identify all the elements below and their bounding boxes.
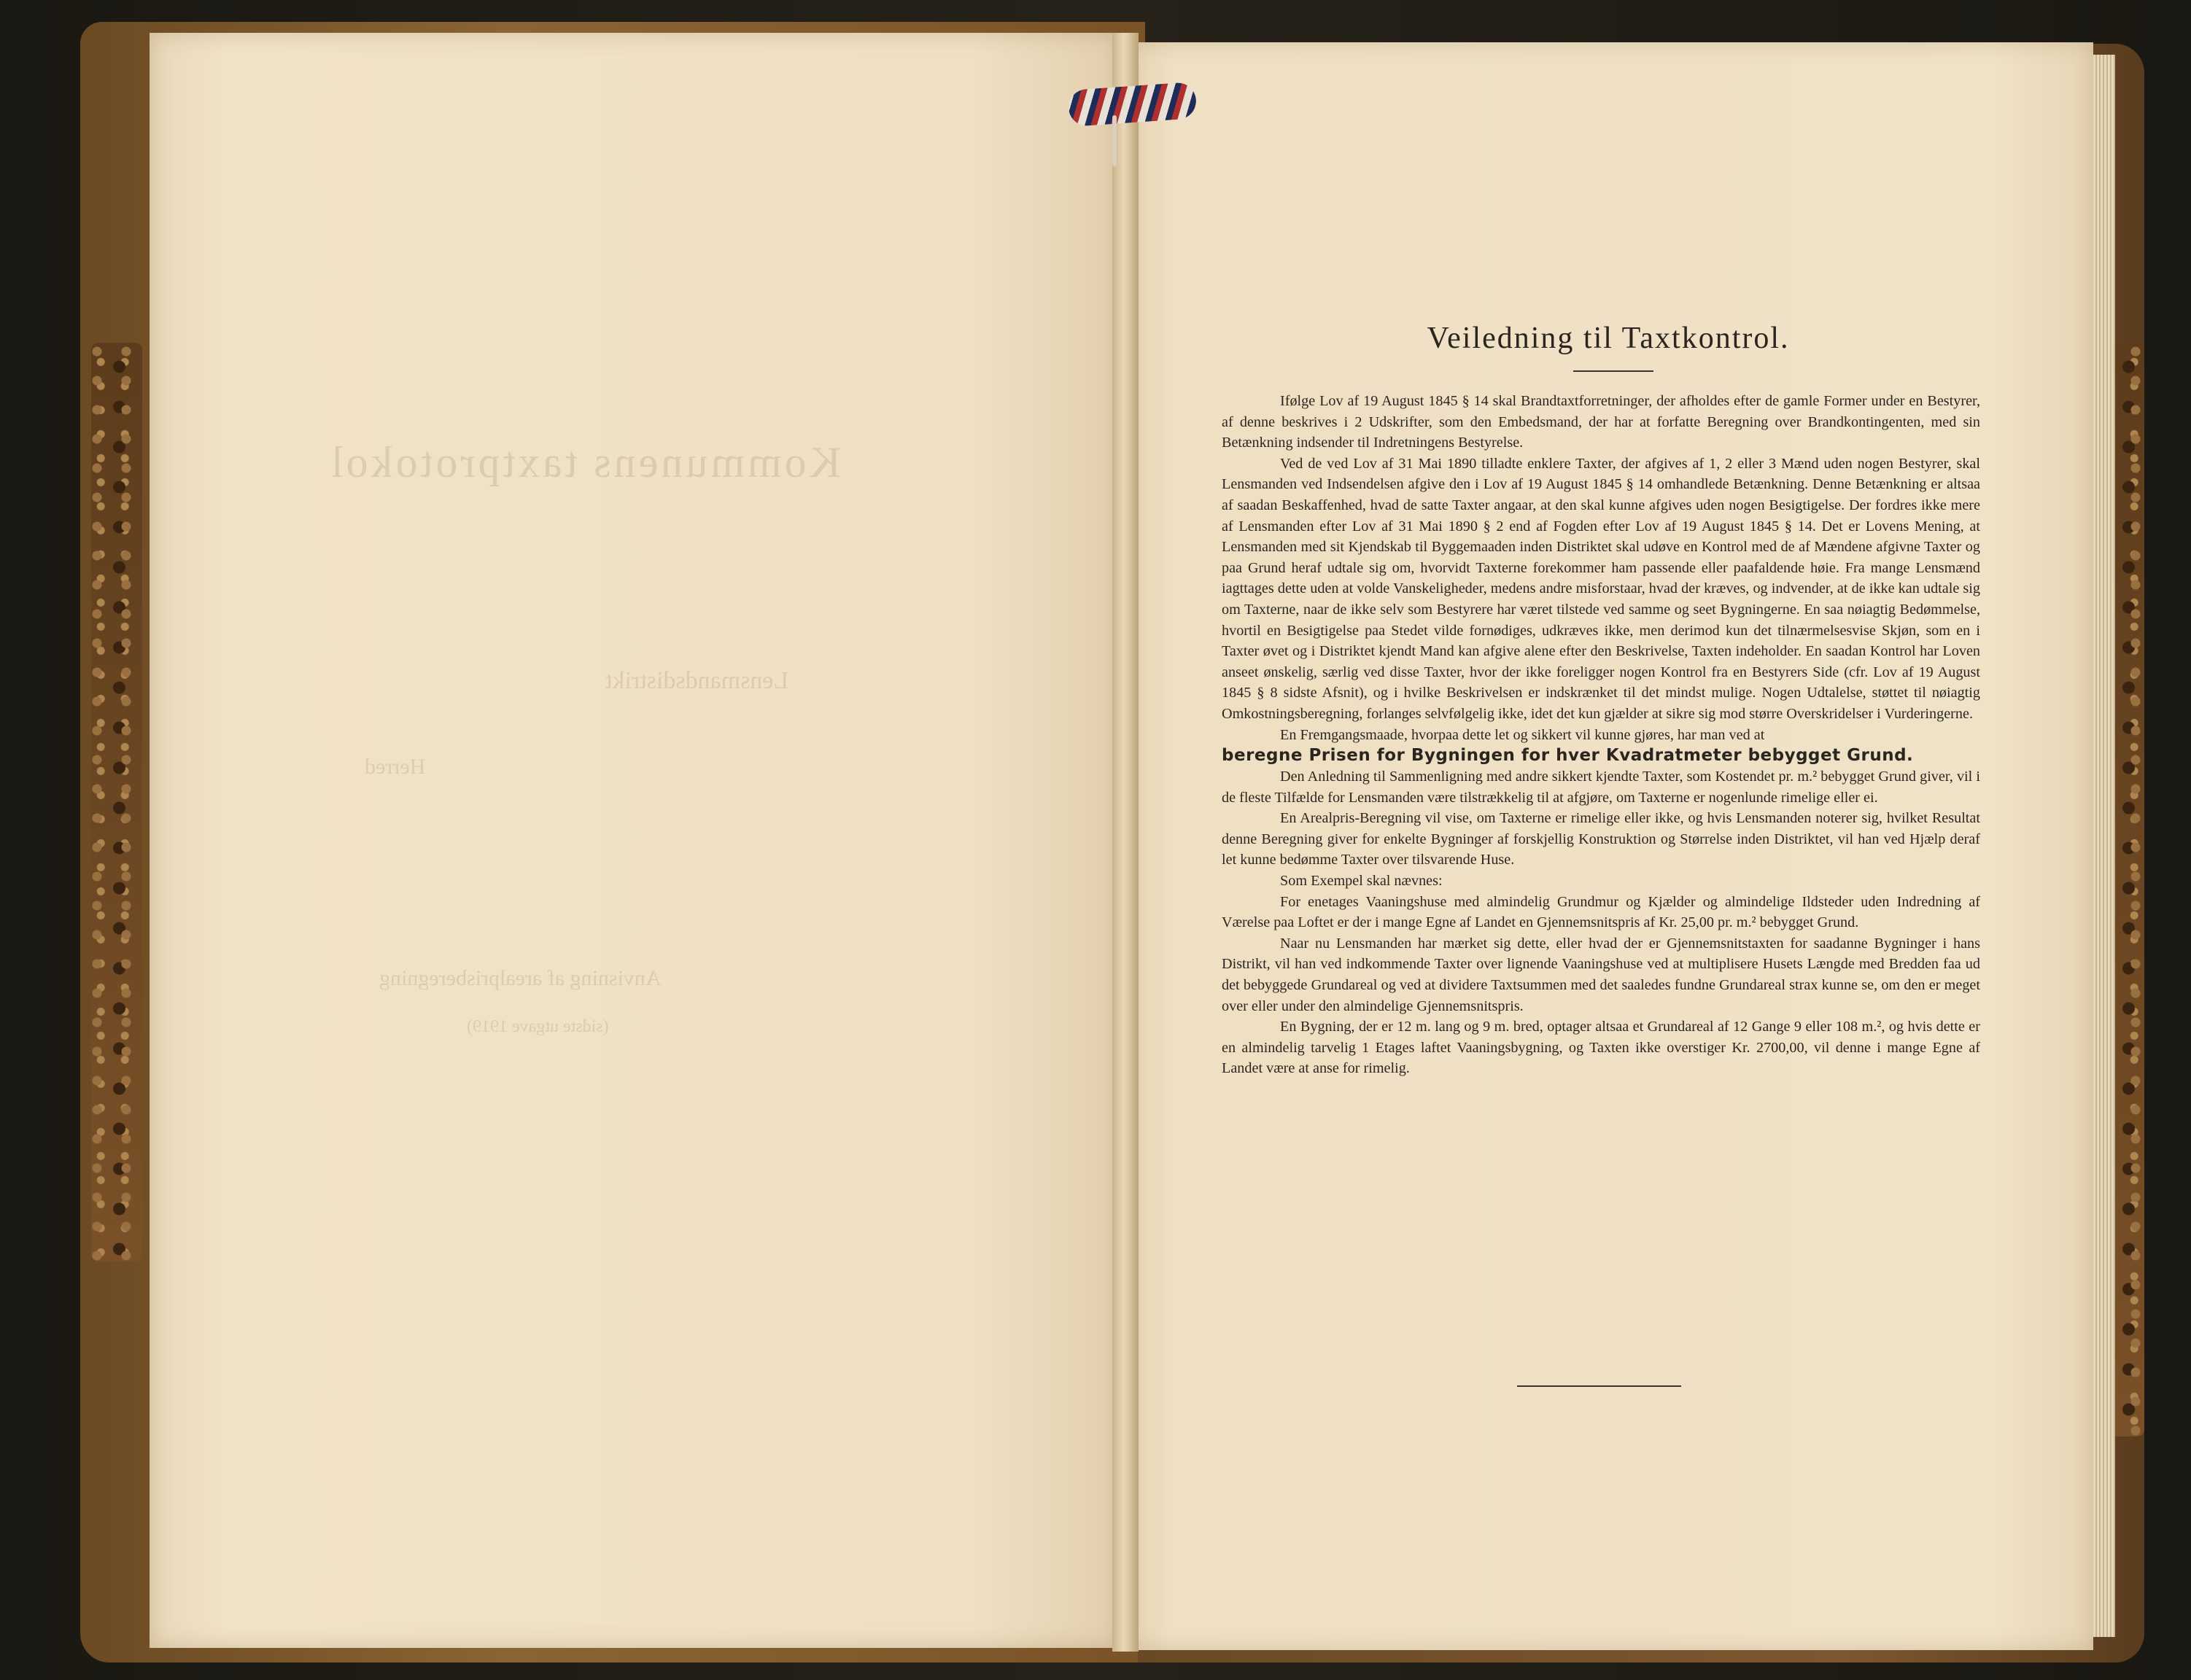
left-page	[150, 33, 1120, 1648]
bleed-through-text: Herred	[365, 755, 426, 779]
paragraph: Den Anledning til Sammenligning med andre sikkert kjendte Taxter, som Kostendet pr. m.² bebygget Grund giver, vil i de fleste Tilfælde for Lensmanden være tilstrækkelig til at afgjøre, om Taxterne er nogenlunde rimelige eller ei.	[1222, 769, 1980, 806]
paragraph: En Arealpris-Beregning vil vise, om Taxterne er rimelige eller ikke, og hvis Lensmanden noterer sig, hvilket Resultat denne Beregning giver for enkelte Bygninger af forskjellig Konstruktion og Størrelse inden Distriktet, vil han ved Hjælp deraf let kunne bedømme Taxter over tilsvarende Huse.	[1222, 810, 1980, 868]
paragraph: En Fremgangsmaade, hvorpaa dette let og sikkert vil kunne gjøres, har man ved at	[1280, 726, 1765, 743]
closing-divider	[1517, 1385, 1681, 1387]
title-divider	[1573, 370, 1653, 372]
binding-thread-icon	[1112, 115, 1117, 166]
emphasized-phrase: beregne Prisen for Bygningen for hver Kvadratmeter bebygget Grund.	[1222, 746, 1914, 766]
bleed-through-text: Kommunens taxtprotokol	[328, 438, 841, 486]
page-title: Veiledning til Taxtkontrol.	[1427, 322, 1790, 355]
paragraph: Ifølge Lov af 19 August 1845 § 14 skal Brandtaxtforretninger, der afholdes efter de gamle Former under en Bestyrer, af denne beskrives i 2 Udskrifter, som den Embedsmand, der har at forfatte Beregning over Brandkontingenten, med sin Betænkning indsender til Indretningens Bestyrelse.	[1222, 393, 1980, 451]
paragraph: For enetages Vaaningshuse med almindelig Grundmur og Kjælder og almindelige Ildsteder uden Indredning af Værelse paa Loftet er der i mange Egne af Landet en Gjennemsnitspris af Kr. 25,00 pr. m.² bebygget Grund.	[1222, 893, 1980, 931]
paragraph: Naar nu Lensmanden har mærket sig dette, eller hvad der er Gjennemsnitstaxten for saadanne Bygninger i hans Distrikt, vil han ved indkommende Taxter over lignende Vaaningshuse ved at multiplisere Husets Længde med Bredden faa ud det bebyggede Grundareal og ved at dividere Taxtsummen med det saaledes fundne Grundareal strax kunne se, om den er meget over eller under den almindelige Gjennemsnitspris.	[1222, 935, 1980, 1014]
bleed-through-text: Anvisning af arealprisberegning	[379, 966, 662, 990]
paragraph: Som Exempel skal nævnes:	[1280, 873, 1443, 890]
bleed-through-text: (sidste utgave 1919)	[467, 1017, 609, 1036]
left-marbled-edge	[91, 343, 142, 1261]
paragraph: Ved de ved Lov af 31 Mai 1890 tilladte enklere Taxter, der afgives af 1, 2 eller 3 Mænd uden nogen Bestyrer, skal Lensmanden ved Indsendelsen afgive den i Lov af 19 August 1845 § 14 omhandlede Betænkning. Denne Betænkning er altsaa af saadan Beskaffenhed, hvad de satte Taxter angaar, at den skal kunne afgives uden nogen Besigtigelse. Der fordres ikke mere af Lensmanden efter Lov af 31 Mai 1890 § 2 end af Fogden efter Lov af 19 August 1845 § 14. Det er Lovens Mening, at Lensmanden med sit Kjendskab til Byggemaaden inden Distriktet skal udøve en Kontrol med de af Mændene afgivne Taxter og paa Grund heraf udtale sig om, hvorvidt Taxterne forekommer ham passende eller paafaldende høie. Fra mange Lensmænd iagttages dette uden at volde Vanskeligheder, medens andre misforstaar, hvad der kræves, og indvender, at de ikke kan udtale sig om Taxterne, naar de ikke selv som Bestyrere har været tilstede ved samme og seet Bygningerne. En saa nøiagtig Bedømmelse, hvortil en Besigtigelse paa Stedet vilde fornødiges, udkræves ikke, men derimod kun det tilnærmelsesvise Skjøn, som en i Taxter øvet og i Distriktet kjendt Mand kan afgive alene efter den Beskrivelse, Taxten indeholder. En saadan Kontrol har Loven anseet ønskelig, særlig ved disse Taxter, hvor der ikke foreligger nogen Kontrol fra en Bestyrers Side (cfr. Lov af 19 August 1845 § 8 sidste Afsnit), og i hvilke Beskrivelsen er indskrænket til det mindst mulige. Nogen Udtalelse, støttet til nøiagtig Omkostningsberegning, forlanges selvfølgelig ikke, idet det kun gjælder at sikre sig mod større Overskridelser i Vurderingerne.	[1222, 455, 1980, 722]
paragraph: En Bygning, der er 12 m. lang og 9 m. bred, optager altsaa et Grundareal af 12 Gange 9 eller 108 m.², og hvis dette er en almindelig tarvelig 1 Etages laftet Vaaningsbygning, og Taxten ikke overstiger Kr. 2700,00, vil denne i mange Egne af Landet være at anse for rimelig.	[1222, 1019, 1980, 1077]
book-gutter	[1112, 33, 1139, 1652]
instructions-text	[1222, 321, 1980, 1079]
bleed-through-text: Lensmandsdistrikt	[605, 667, 789, 694]
